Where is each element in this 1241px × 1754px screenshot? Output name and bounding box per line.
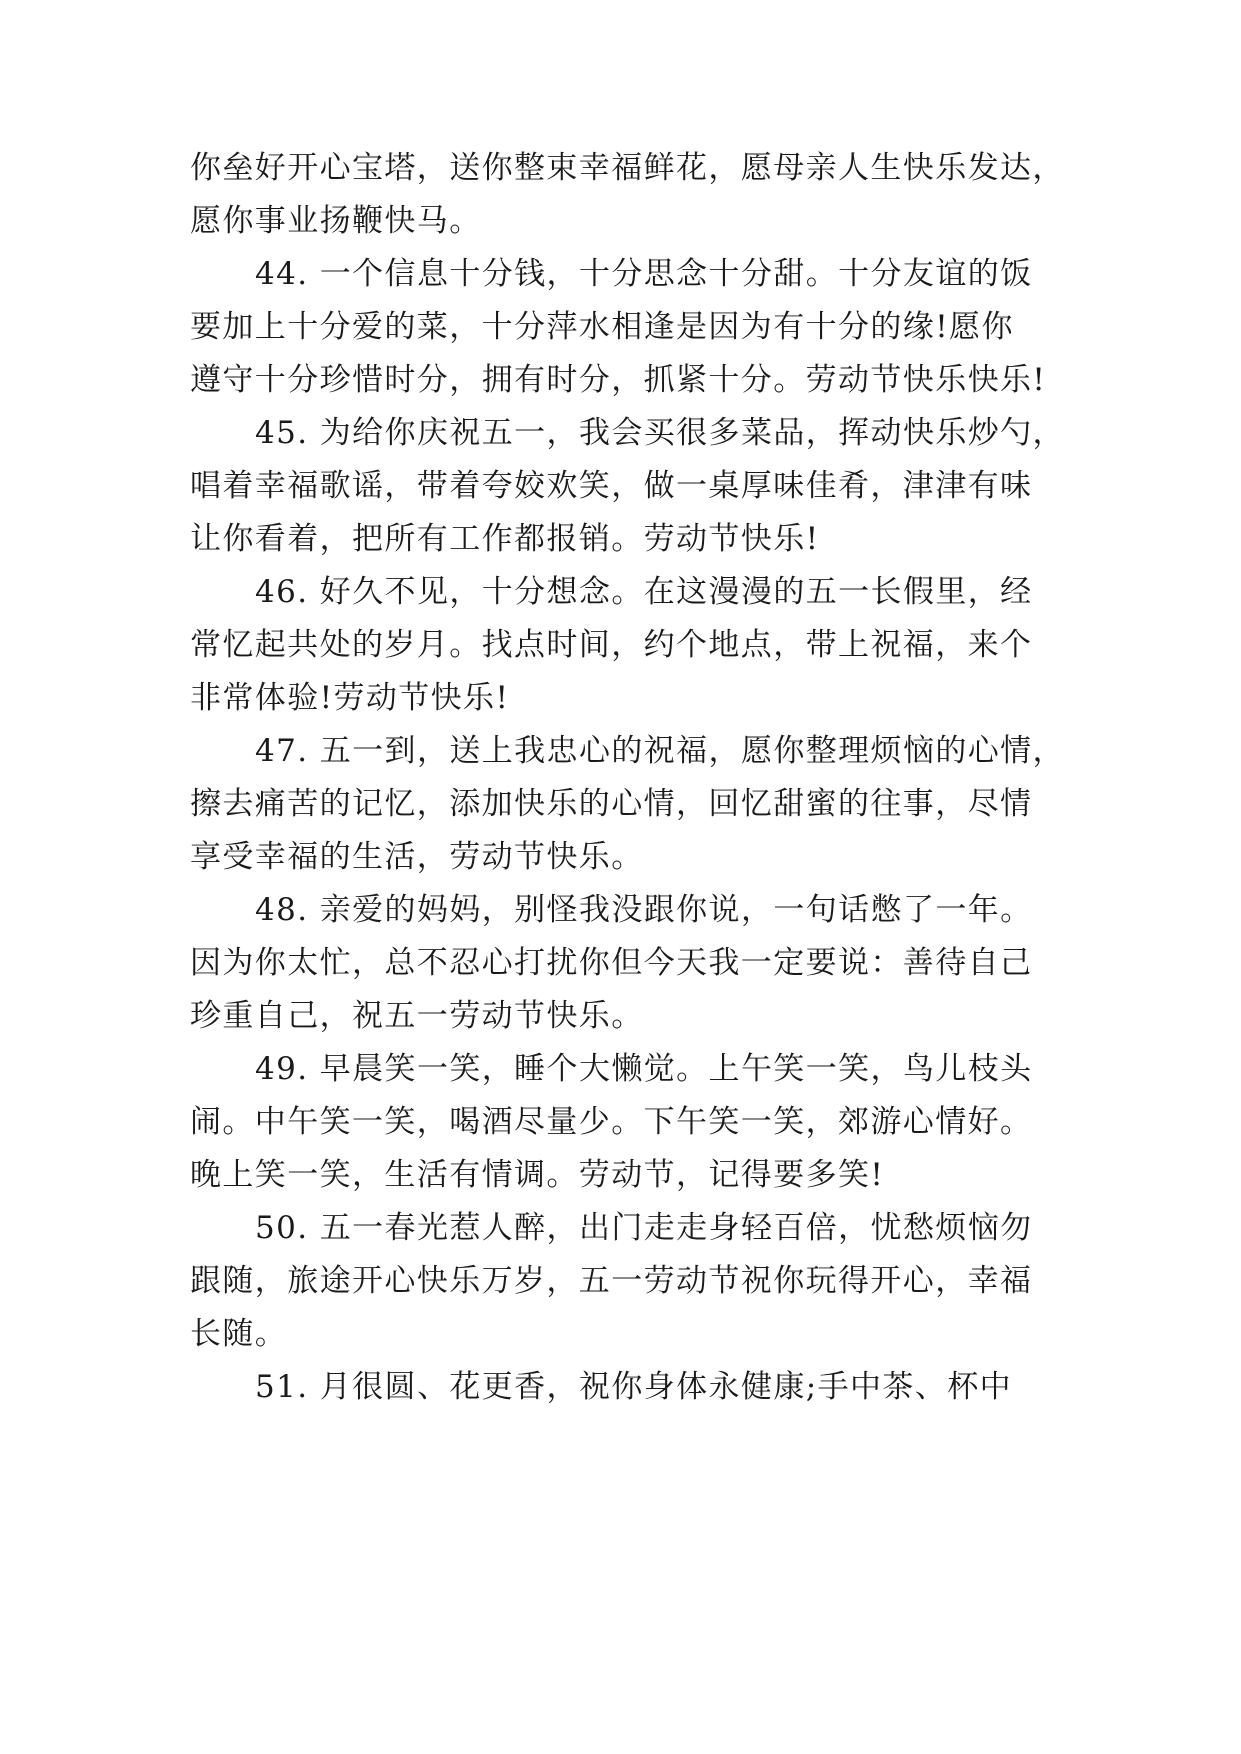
item-47-line: 47. 五一到，送上我忠心的祝福，愿你整理烦恼的心情，: [255, 733, 1065, 769]
text-line: 晚上笑一笑，生活有情调。劳动节，记得要多笑!: [190, 1157, 885, 1193]
item-48-line: 48. 亲爱的妈妈，别怪我没跟你说，一句话憋了一年。: [255, 892, 1033, 928]
text-line: 非常体验!劳动节快乐!: [190, 680, 510, 716]
text-line: 你垒好开心宝塔，送你整束幸福鲜花，愿母亲人生快乐发达，: [190, 150, 1065, 186]
text-line: 享受幸福的生活，劳动节快乐。: [190, 839, 644, 875]
item-46-line: 46. 好久不见，十分想念。在这漫漫的五一长假里，经: [255, 574, 1033, 610]
item-45-line: 45. 为给你庆祝五一，我会买很多菜品，挥动快乐炒勺，: [255, 415, 1065, 451]
text-line: 长随。: [190, 1316, 288, 1352]
text-line: 愿你事业扬鞭快马。: [190, 203, 482, 239]
text-line: 因为你太忙，总不忍心打扰你但今天我一定要说：善待自己: [190, 945, 1033, 981]
text-line: 要加上十分爱的菜，十分萍水相逢是因为有十分的缘!愿你: [190, 309, 1014, 345]
text-line: 常忆起共处的岁月。找点时间，约个地点，带上祝福，来个: [190, 627, 1033, 663]
text-line: 擦去痛苦的记忆，添加快乐的心情，回忆甜蜜的往事，尽情: [190, 786, 1033, 822]
text-line: 珍重自己，祝五一劳动节快乐。: [190, 998, 644, 1034]
text-line: 遵守十分珍惜时分，拥有时分，抓紧十分。劳动节快乐快乐!: [190, 362, 1047, 398]
text-line: 让你看着，把所有工作都报销。劳动节快乐!: [190, 521, 820, 557]
item-49-line: 49. 早晨笑一笑，睡个大懒觉。上午笑一笑，鸟儿枝头: [255, 1051, 1033, 1087]
text-line: 唱着幸福歌谣，带着夸姣欢笑，做一桌厚味佳肴，津津有味: [190, 468, 1033, 504]
text-line: 跟随，旅途开心快乐万岁，五一劳动节祝你玩得开心，幸福: [190, 1263, 1033, 1299]
item-50-line: 50. 五一春光惹人醉，出门走走身轻百倍，忧愁烦恼勿: [255, 1210, 1033, 1246]
item-51-line: 51. 月很圆、花更香，祝你身体永健康;手中茶、杯中: [255, 1369, 1012, 1405]
text-line: 闹。中午笑一笑，喝酒尽量少。下午笑一笑，郊游心情好。: [190, 1104, 1033, 1140]
item-44-line: 44. 一个信息十分钱，十分思念十分甜。十分友谊的饭: [255, 256, 1033, 292]
